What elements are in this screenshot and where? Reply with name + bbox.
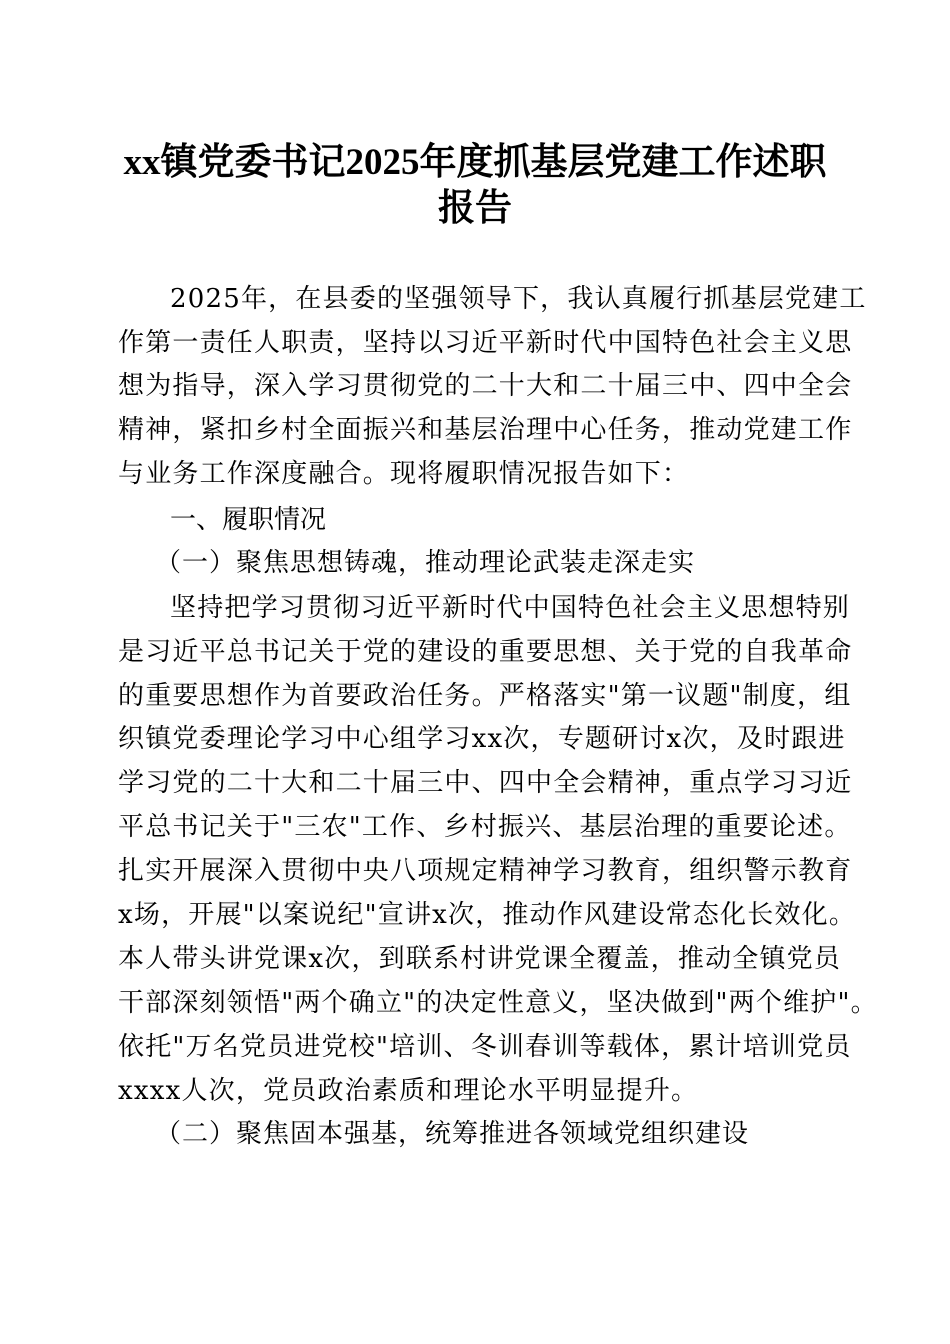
intro-paragraph-line: 精神，紧扣乡村全面振兴和基层治理中心任务，推动党建工作 bbox=[118, 415, 853, 445]
intro-paragraph-line: 与业务工作深度融合。现将履职情况报告如下： bbox=[118, 459, 690, 489]
body-paragraph-line: 依托"万名党员进党校"培训、冬训春训等载体，累计培训党员 bbox=[118, 1032, 852, 1062]
subsection-heading: （二）聚焦固本强基，统筹推进各领域党组织建设 bbox=[155, 1119, 750, 1149]
body-paragraph-line: 是习近平总书记关于党的建设的重要思想、关于党的自我革命 bbox=[118, 637, 853, 667]
body-paragraph-line: 坚持把学习贯彻习近平新时代中国特色社会主义思想特别 bbox=[170, 593, 851, 623]
body-paragraph-line: 干部深刻领悟"两个确立"的决定性意义，坚决做到"两个维护"。 bbox=[118, 988, 878, 1018]
intro-paragraph-line: 作第一责任人职责，坚持以习近平新时代中国特色社会主义思 bbox=[118, 328, 853, 358]
body-paragraph-line: 本人带头讲党课x次，到联系村讲党课全覆盖，推动全镇党员 bbox=[118, 944, 842, 974]
intro-paragraph-line: 想为指导，深入学习贯彻党的二十大和二十届三中、四中全会 bbox=[118, 371, 853, 401]
section-heading: 一、履职情况 bbox=[170, 505, 327, 535]
body-paragraph-line: 的重要思想作为首要政治任务。严格落实"第一议题"制度，组 bbox=[118, 681, 852, 711]
body-paragraph-line: 织镇党委理论学习中心组学习xx次，专题研讨x次，及时跟进 bbox=[118, 724, 846, 754]
intro-paragraph-line: 2025年，在县委的坚强领导下，我认真履行抓基层党建工 bbox=[170, 284, 867, 314]
document-title bbox=[100, 140, 850, 232]
body-paragraph-line: 平总书记关于"三农"工作、乡村振兴、基层治理的重要论述。 bbox=[118, 812, 852, 842]
subsection-heading: （一）聚焦思想铸魂，推动理论武装走深走实 bbox=[155, 548, 696, 578]
body-paragraph-line: x场，开展"以案说纪"宣讲x次，推动作风建设常态化长效化。 bbox=[118, 900, 857, 930]
title-line-1: xx镇党委书记2025年度抓基层党建工作述职 bbox=[123, 142, 827, 183]
body-paragraph-line: 扎实开展深入贯彻中央八项规定精神学习教育，组织警示教育 bbox=[118, 856, 853, 886]
body-paragraph-line: xxxx人次，党员政治素质和理论水平明显提升。 bbox=[118, 1076, 699, 1106]
body-paragraph-line: 学习党的二十大和二十届三中、四中全会精神，重点学习习近 bbox=[118, 768, 853, 798]
title-line-2: 报告 bbox=[438, 188, 512, 229]
